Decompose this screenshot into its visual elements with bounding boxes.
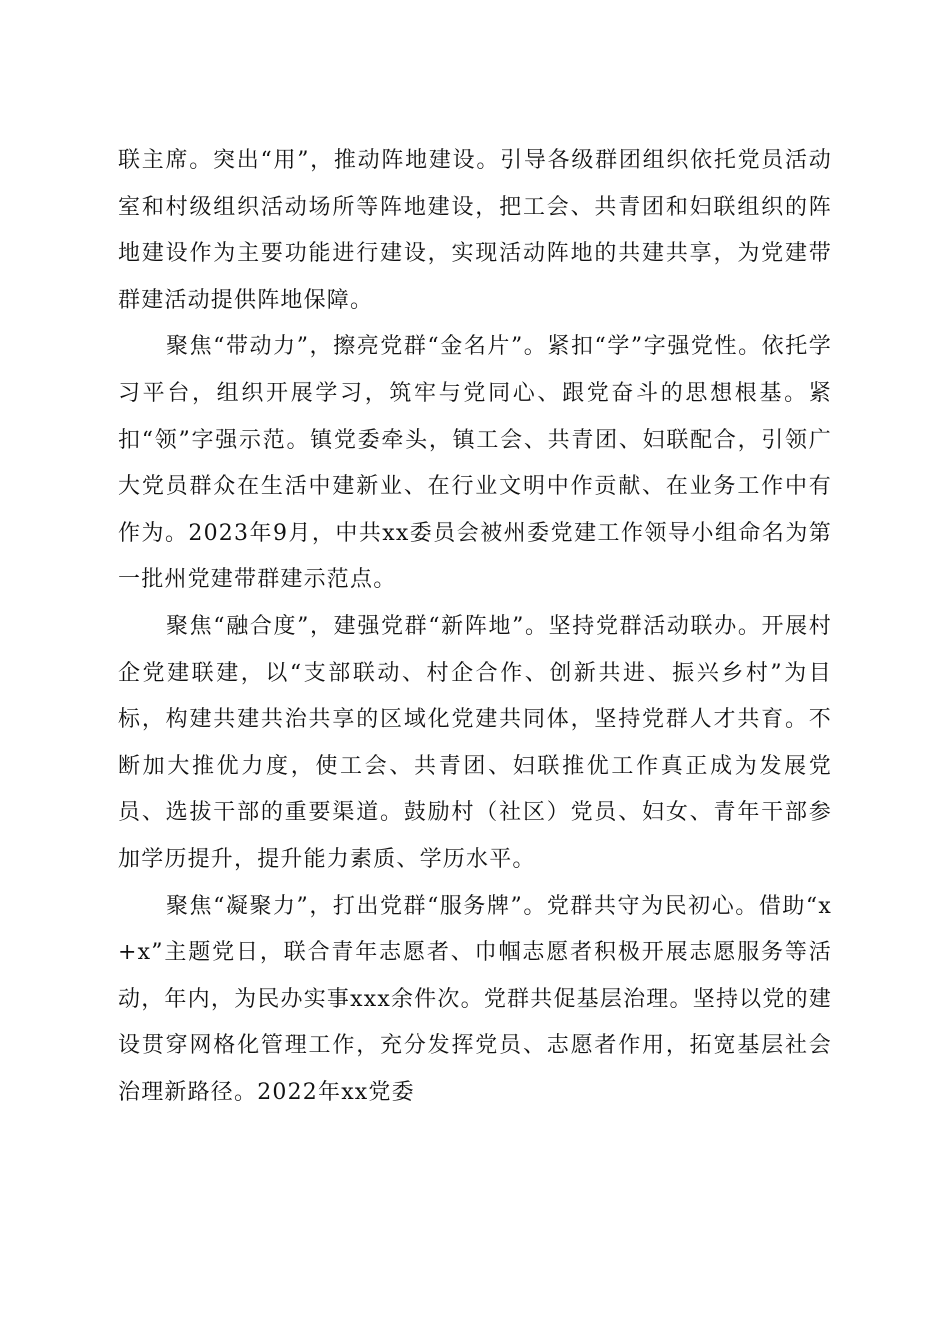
- paragraph-driving-force: 聚焦“带动力”，擦亮党群“金名片”。紧扣“学”字强党性。依托学习平台，组织开展学习，筑牢与党同心、跟党奋斗的思想根基。紧扣“领”字强示范。镇党委牵头，镇工会、共青团、妇联配合，引领广大党员群众在生活中建新业、在行业文明中作贡献、在业务工作中有作为。2023年9月，中共xx委员会被州委党建工作领导小组命名为第一批州党建带群建示范点。: [118, 334, 832, 593]
- paragraph-cohesion: 聚焦“凝聚力”，打出党群“服务牌”。党群共守为民初心。借助“x+x”主题党日，联合青年志愿者、巾帼志愿者积极开展志愿服务等活动，年内，为民办实事xxx余件次。党群共促基层治理。坚持以党的建设贯穿网格化管理工作，充分发挥党员、志愿者作用，拓宽基层社会治理新路径。2022年xx党委: [118, 893, 832, 1105]
- paragraph-integration: 聚焦“融合度”，建强党群“新阵地”。坚持党群活动联办。开展村企党建联建，以“支部联动、村企合作、创新共进、振兴乡村”为目标，构建共建共治共享的区域化党建共同体，坚持党群人才共育。不断加大推优力度，使工会、共青团、妇联推优工作真正成为发展党员、选拔干部的重要渠道。鼓励村（社区）党员、妇女、青年干部参加学历提升，提升能力素质、学历水平。: [118, 613, 832, 872]
- paragraph-continuation: 联主席。突出“用”，推动阵地建设。引导各级群团组织依托党员活动室和村级组织活动场所等阵地建设，把工会、共青团和妇联组织的阵地建设作为主要功能进行建设，实现活动阵地的共建共享，为党建带群建活动提供阵地保障。: [118, 148, 832, 313]
- document-body: [118, 138, 832, 1116]
